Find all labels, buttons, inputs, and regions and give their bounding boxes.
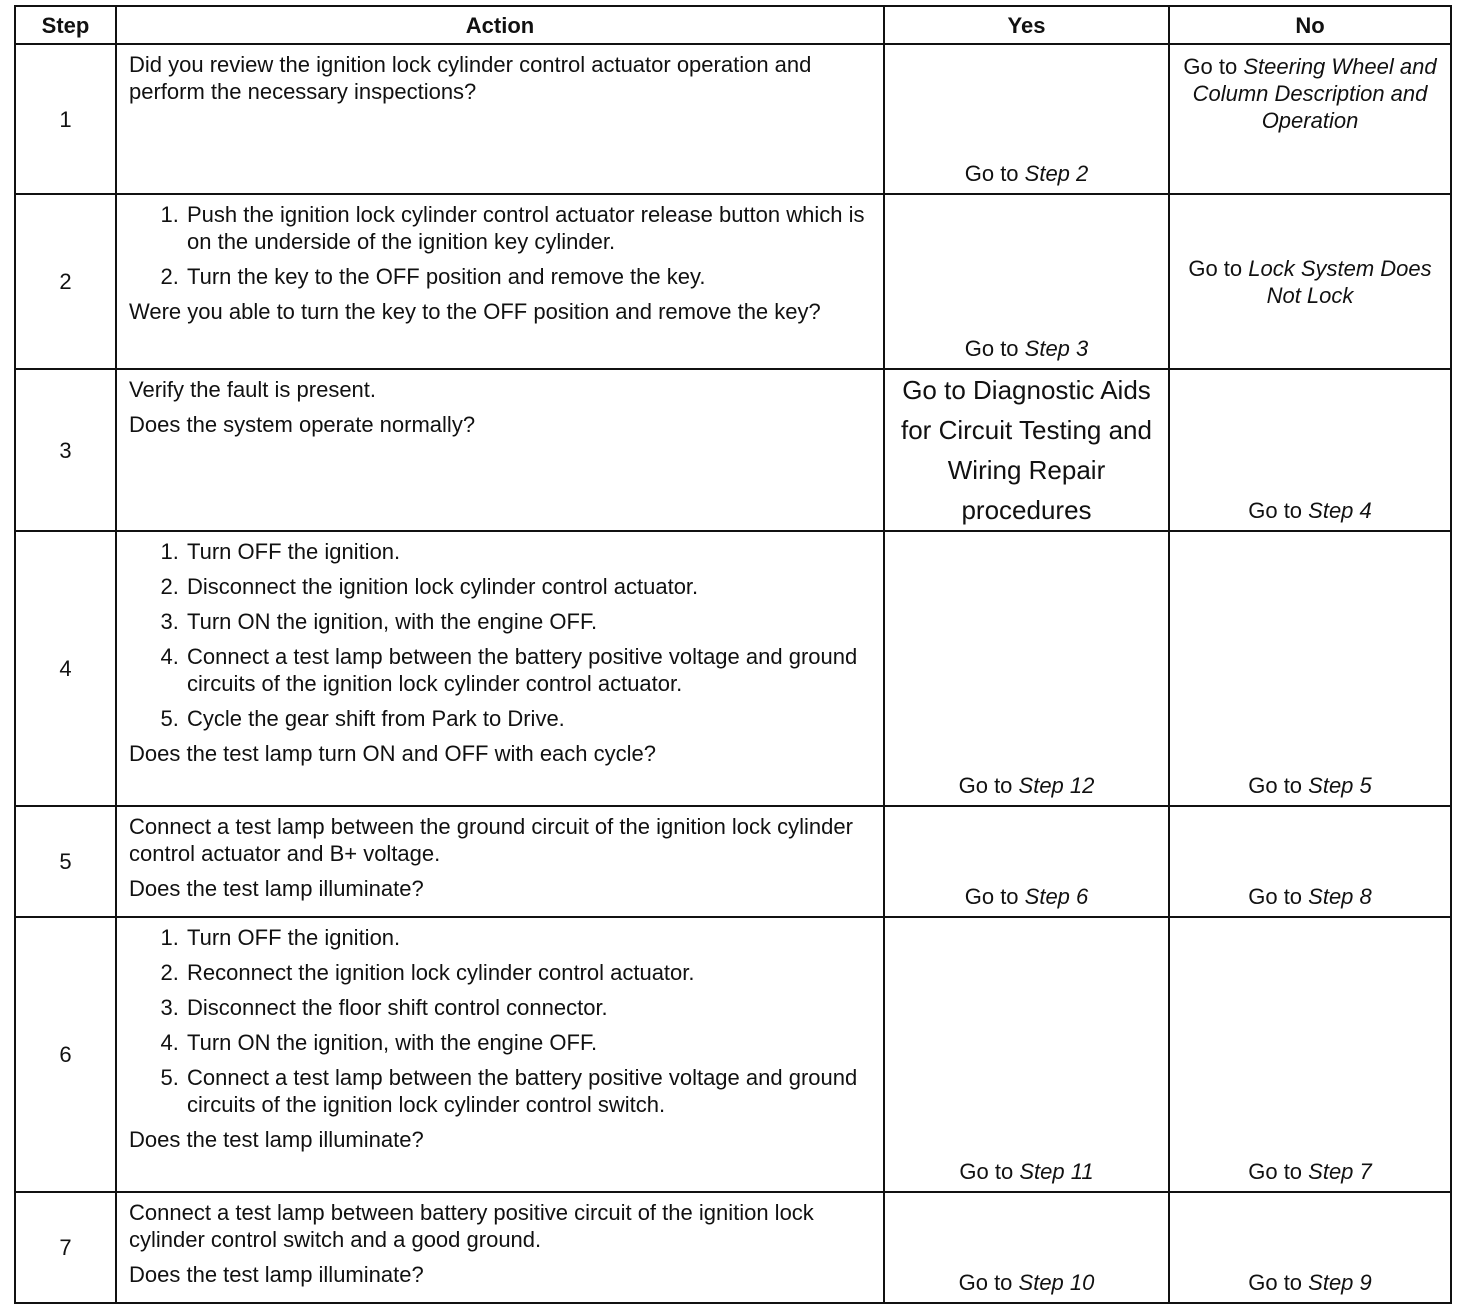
- yes-link[interactable]: [885, 772, 1168, 799]
- no-target: Step 4: [1308, 498, 1372, 523]
- no-link[interactable]: [1170, 883, 1450, 910]
- action-list-item: 4. Connect a test lamp between the battery positive voltage and ground circuits of the ignition lock cylinder control actuator.: [185, 643, 873, 697]
- no-target: Step 9: [1308, 1270, 1372, 1295]
- yes-cell: [884, 44, 1169, 194]
- step-number: 3: [15, 369, 116, 531]
- yes-target: Step 2: [1024, 161, 1089, 186]
- yes-prefix: Go to: [958, 773, 1019, 798]
- no-target: Step 8: [1308, 884, 1372, 909]
- step-number: 1: [15, 44, 116, 194]
- yes-target: Step 10: [1018, 1270, 1095, 1295]
- step-number: 4: [15, 531, 116, 806]
- no-cell: [1169, 917, 1451, 1192]
- table-row: [15, 1192, 1451, 1303]
- action-cell: [116, 1192, 884, 1303]
- action-question: Does the test lamp illuminate?: [129, 876, 424, 901]
- action-list: [129, 538, 873, 732]
- yes-prefix: Go to: [959, 1159, 1020, 1184]
- action-cell: [116, 194, 884, 369]
- yes-cell: [884, 194, 1169, 369]
- yes-target: Step 11: [1019, 1159, 1094, 1184]
- header-yes: Yes: [884, 6, 1169, 44]
- action-list-item: 1. Turn OFF the ignition.: [185, 538, 873, 565]
- diagnostic-table: [14, 5, 1452, 1304]
- action-question: Does the test lamp illuminate?: [129, 1262, 424, 1287]
- no-prefix: Go to: [1248, 1159, 1309, 1184]
- diagnostic-table-container: [14, 5, 1450, 1304]
- no-target: Lock System Does Not Lock: [1248, 255, 1432, 308]
- yes-link[interactable]: Go to Diagnostic Aids for Circuit Testing and Wiring Repair procedures: [901, 375, 1152, 525]
- no-link[interactable]: [1170, 1158, 1450, 1185]
- table-row: [15, 194, 1451, 369]
- action-cell: [116, 531, 884, 806]
- yes-link[interactable]: [885, 160, 1168, 187]
- action-list: [129, 201, 873, 290]
- action-list-item: 2. Disconnect the ignition lock cylinder control actuator.: [185, 573, 873, 600]
- no-cell: [1169, 194, 1451, 369]
- action-list: [129, 924, 873, 1118]
- action-cell: [116, 806, 884, 917]
- yes-cell: [884, 806, 1169, 917]
- no-link[interactable]: [1170, 772, 1450, 799]
- header-action: Action: [116, 6, 884, 44]
- no-link[interactable]: [1170, 1269, 1450, 1296]
- table-row: [15, 917, 1451, 1192]
- no-cell: [1169, 806, 1451, 917]
- step-number: 7: [15, 1192, 116, 1303]
- no-link[interactable]: [1170, 255, 1450, 309]
- step-number: 6: [15, 917, 116, 1192]
- yes-prefix: Go to: [964, 884, 1025, 909]
- action-list-item: 3. Disconnect the floor shift control connector.: [185, 994, 873, 1021]
- no-prefix: Go to: [1248, 1270, 1309, 1295]
- no-cell: [1169, 531, 1451, 806]
- action-list-item: 2. Reconnect the ignition lock cylinder control actuator.: [185, 959, 873, 986]
- header-step: Step: [15, 6, 116, 44]
- step-number: 5: [15, 806, 116, 917]
- yes-target: Step 3: [1024, 336, 1089, 361]
- action-question: Were you able to turn the key to the OFF position and remove the key?: [129, 299, 821, 324]
- no-link[interactable]: [1170, 497, 1450, 524]
- yes-target: Step 6: [1024, 884, 1089, 909]
- action-list-item: 2. Turn the key to the OFF position and remove the key.: [185, 263, 873, 290]
- yes-link[interactable]: [885, 1269, 1168, 1296]
- yes-link[interactable]: [885, 1158, 1168, 1185]
- action-list-item: 1. Turn OFF the ignition.: [185, 924, 873, 951]
- yes-prefix: Go to: [958, 1270, 1019, 1295]
- yes-link[interactable]: [885, 335, 1168, 362]
- action-list-item: 3. Turn ON the ignition, with the engine OFF.: [185, 608, 873, 635]
- action-cell: [116, 44, 884, 194]
- yes-prefix: Go to: [964, 161, 1025, 186]
- action-list-item: 5. Connect a test lamp between the battery positive voltage and ground circuits of the ignition lock cylinder control switch.: [185, 1064, 873, 1118]
- action-list-item: 5. Cycle the gear shift from Park to Drive.: [185, 705, 873, 732]
- header-no: No: [1169, 6, 1451, 44]
- no-link[interactable]: [1176, 45, 1444, 134]
- no-prefix: Go to: [1183, 54, 1244, 79]
- action-text: Connect a test lamp between battery positive circuit of the ignition lock cylinder control switch and a good ground.: [129, 1200, 814, 1252]
- action-cell: [116, 917, 884, 1192]
- action-text: Did you review the ignition lock cylinder control actuator operation and perform the necessary inspections?: [129, 52, 812, 104]
- yes-cell: [884, 917, 1169, 1192]
- no-prefix: Go to: [1248, 773, 1309, 798]
- action-text: Connect a test lamp between the ground circuit of the ignition lock cylinder control actuator and B+ voltage.: [129, 814, 853, 866]
- action-list-item: 4. Turn ON the ignition, with the engine OFF.: [185, 1029, 873, 1056]
- no-cell: [1169, 44, 1451, 194]
- action-question: Does the test lamp illuminate?: [129, 1127, 424, 1152]
- yes-target: Step 12: [1018, 773, 1095, 798]
- action-cell: [116, 369, 884, 531]
- step-number: 2: [15, 194, 116, 369]
- yes-prefix: Go to: [964, 336, 1025, 361]
- action-question: Does the system operate normally?: [129, 412, 476, 437]
- yes-cell: [884, 531, 1169, 806]
- yes-cell: [884, 369, 1169, 531]
- no-prefix: Go to: [1248, 498, 1309, 523]
- no-target: Step 5: [1308, 773, 1372, 798]
- no-prefix: Go to: [1248, 884, 1309, 909]
- no-prefix: Go to: [1188, 255, 1249, 281]
- action-list-item: 1. Push the ignition lock cylinder control actuator release button which is on the underside of the ignition key cylinder.: [185, 201, 873, 255]
- yes-link[interactable]: [885, 883, 1168, 910]
- no-target: Steering Wheel and Column Description and Operation: [1192, 54, 1437, 133]
- no-target: Step 7: [1308, 1159, 1372, 1184]
- no-cell: [1169, 369, 1451, 531]
- header-row: [15, 6, 1451, 44]
- table-row: [15, 806, 1451, 917]
- action-text: Verify the fault is present.: [129, 377, 377, 402]
- action-question: Does the test lamp turn ON and OFF with each cycle?: [129, 741, 657, 766]
- table-row: [15, 369, 1451, 531]
- table-row: [15, 44, 1451, 194]
- table-row: [15, 531, 1451, 806]
- yes-cell: [884, 1192, 1169, 1303]
- no-cell: [1169, 1192, 1451, 1303]
